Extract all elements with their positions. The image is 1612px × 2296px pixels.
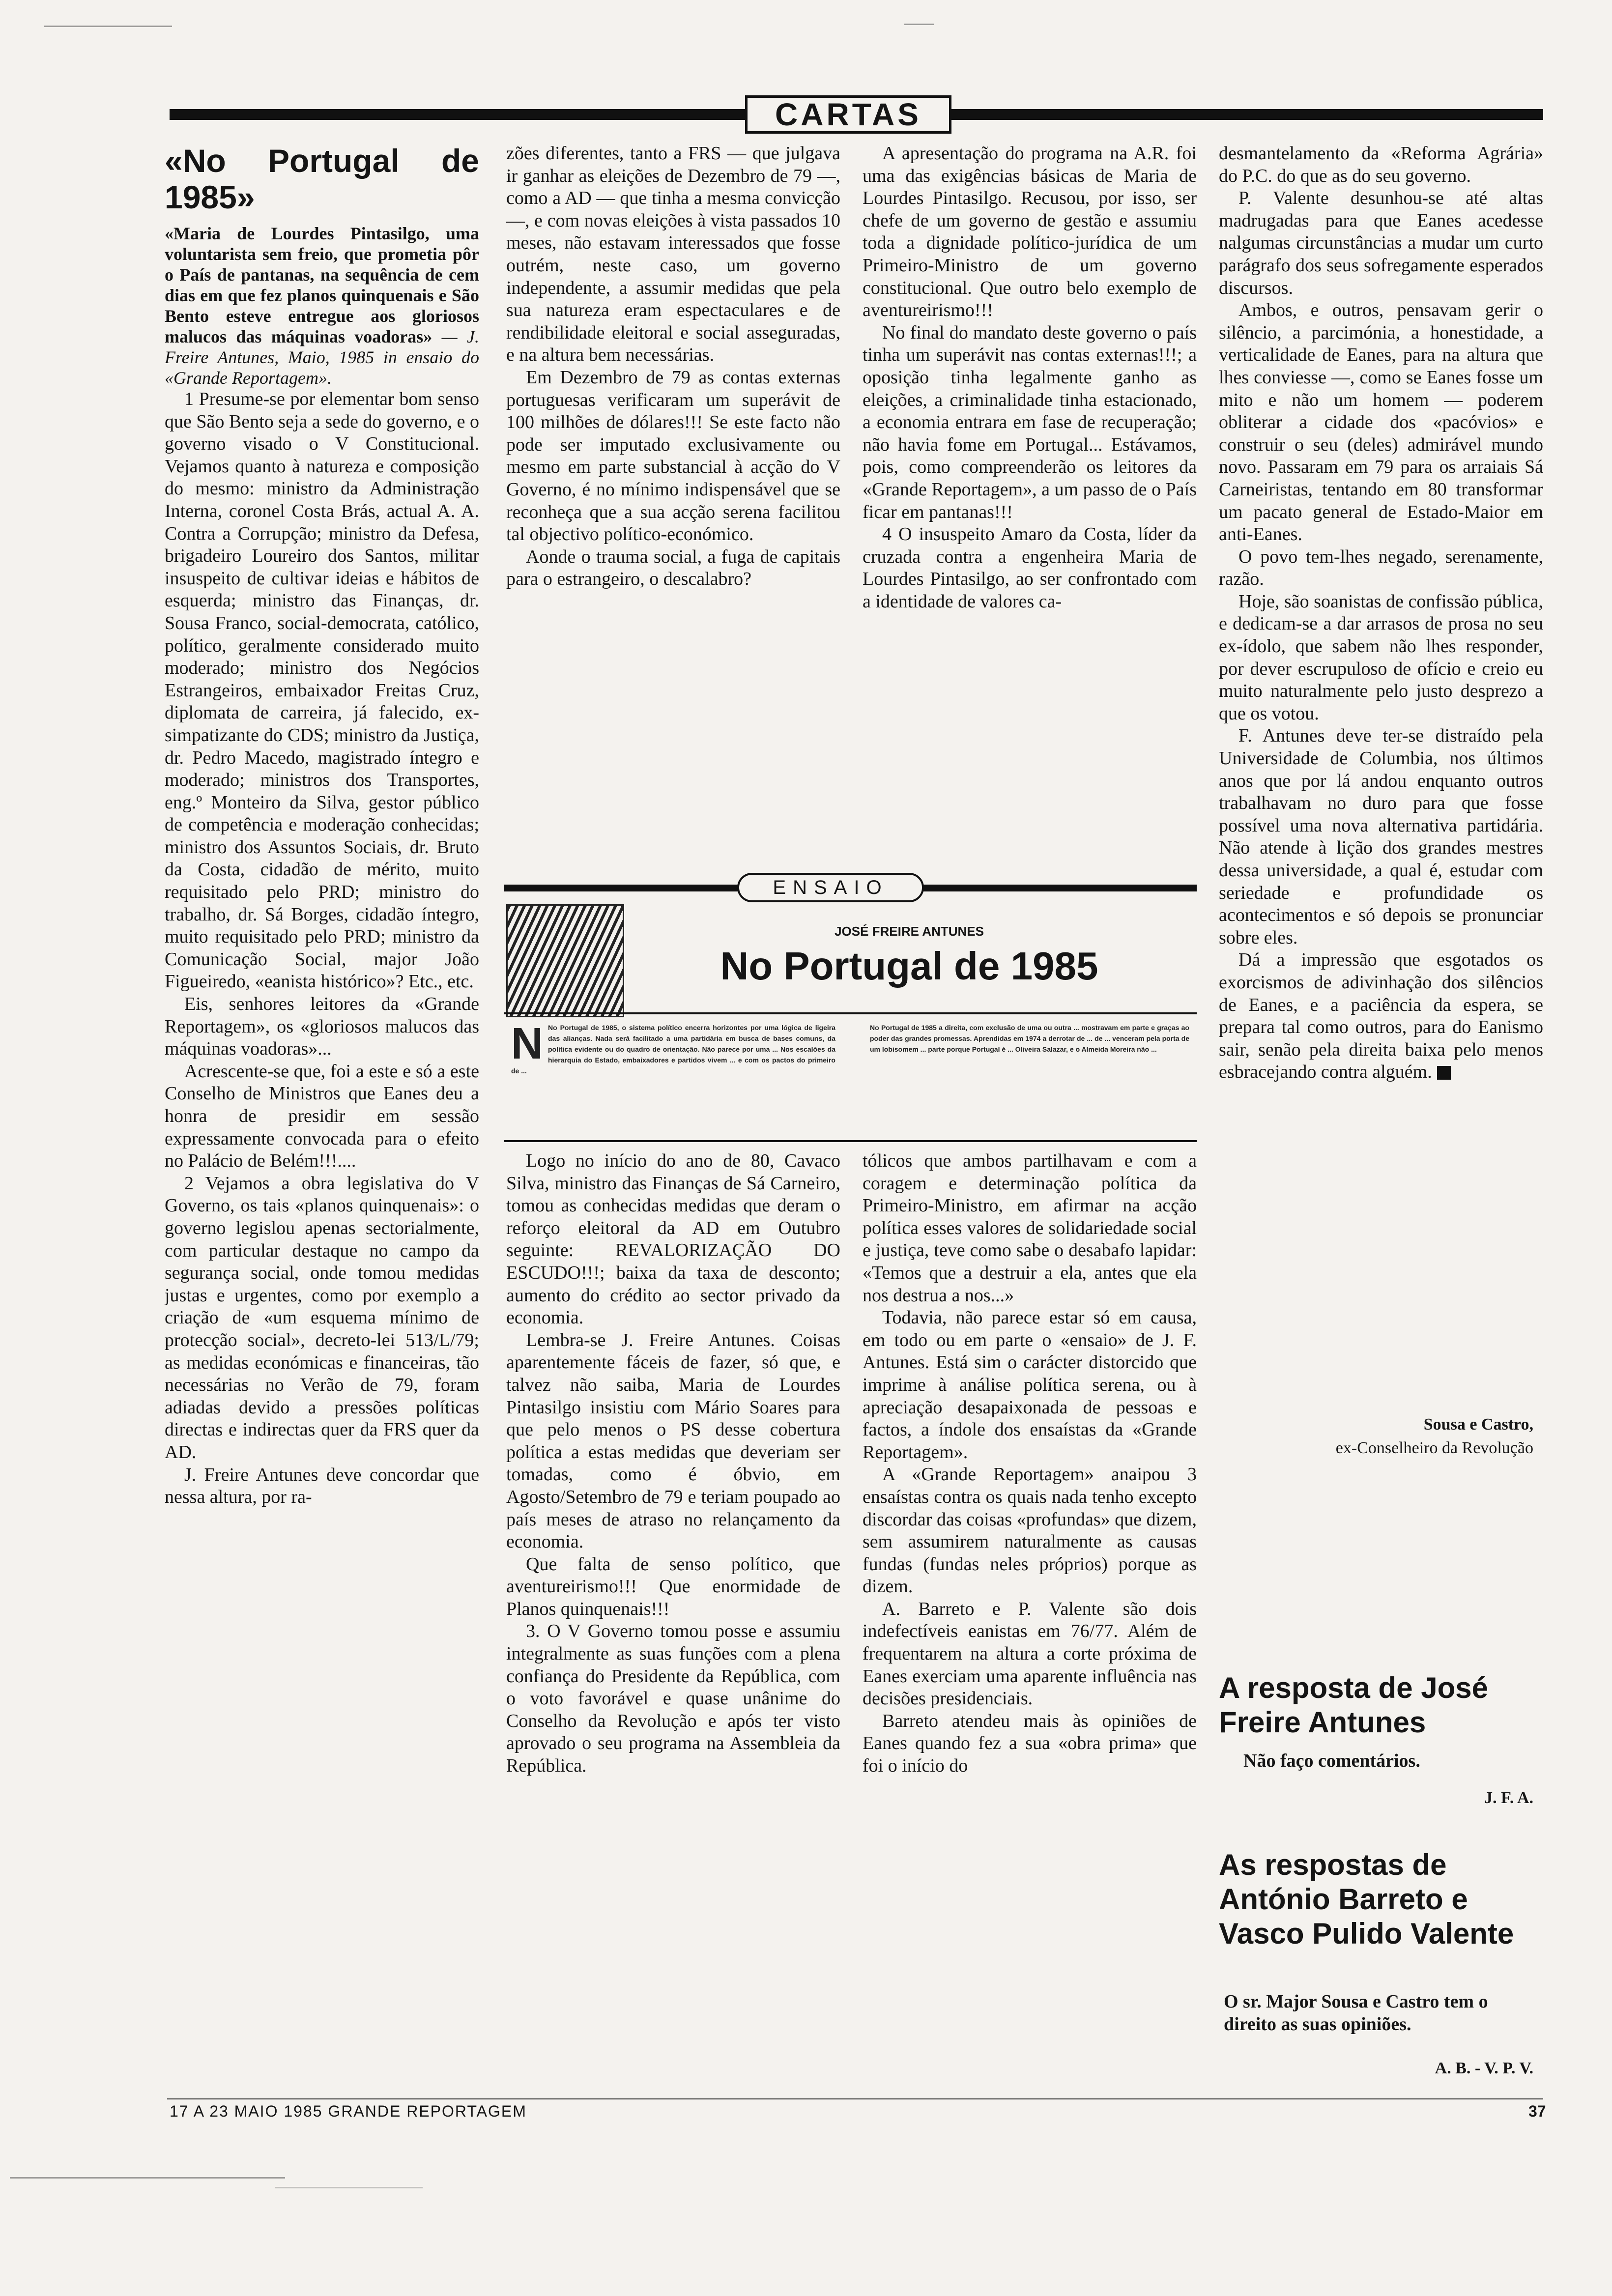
ensaio-excerpt-right	[870, 1022, 1189, 1135]
section-rule-right	[949, 109, 1543, 120]
reply1-signature: J. F. A.	[1484, 1789, 1533, 1807]
letter-column-2	[506, 143, 840, 870]
ensaio-author: JOSÉ FREIRE ANTUNES	[835, 924, 984, 939]
excerpt-text: No Portugal de 1985 a direita, com exclusão de uma ou outra ... mostravam em parte e graças ao poder das grandes promessas. Aprendidas em 1974 a derrotar de ... de ... venceram pela porta de um lobisomem ... parte porque Portugal é ... Oliveira Salazar, e o Almeida Moreira não ...	[870, 1024, 1189, 1053]
scan-noise	[10, 2177, 285, 2179]
letter-column-1	[165, 143, 479, 2089]
paragraph: 2 Vejamos a obra legislativa do V Governo, os tais «planos quinquenais»: o governo legislou apenas sectorialmente, com particular destaque no campo da segurança social, onde tomou medidas justas e urgentes, como por exemplo a criação de «um esquema mínimo de protecção social», decreto-lei 513/L/79; as medidas económicas e financeiras, tão necessárias no Verão de 79, foram adiadas devido a pressões políticas directas e indirectas quer da FRS quer da AD.	[165, 1173, 479, 1463]
paragraph: 1 Presume-se por elementar bom senso que São Bento seja a sede do governo, e o governo visado o V Constitucional. Vejamos quanto à natureza e composição do mesmo: ministro da Administração Interna, coronel Costa Brás, actual A. A. Contra a Corrupção; ministro da Defesa, brigadeiro Loureiro dos Santos, militar insuspeito de cultivar ideias e hábitos de esquerda; ministro das Finanças, dr. Sousa Franco, social-democrata, católico, político, geralmente considerado muito moderado; ministro dos Negócios Estrangeiros, embaixador Freitas Cruz, diplomata de carreira, já falecido, ex-simpatizante do CDS; ministro da Justiça, dr. Pedro Macedo, magistrado íntegro e moderado; ministros dos Transportes, eng.º Monteiro da Silva, gestor público de competência e moderação conhecidas; ministro dos Assuntos Sociais, dr. Bruto da Costa, cidadão de mérito, muito requisitado pelo PRD; ministro do trabalho, dr. Sá Borges, cidadão íntegro, muito requisitado pelo PRD; ministro da Comunicação Social, major João Figueiredo, «eanista histórico»? Etc., etc.	[165, 389, 479, 992]
letter-column-2-lower	[506, 1150, 840, 2089]
ensaio-label: ENSAIO	[737, 873, 924, 902]
section-rule-left	[170, 109, 749, 120]
letter-column-3	[863, 143, 1197, 870]
lead-quote: «Maria de Lourdes Pintasilgo, uma voluntarista sem freio, que prometia pôr o País de pantanas, na sequência de cem dias em que fez planos quinquenais e São Bento esteve entregue aos gloriosos malucos das máquinas voadoras»	[165, 224, 479, 346]
reply2-signature: A. B. - V. P. V.	[1435, 2059, 1533, 2077]
letter-lead	[165, 223, 479, 388]
paragraph: Eis, senhores leitores da «Grande Reportagem», os «gloriosos malucos das máquinas voadoras»...	[165, 994, 479, 1060]
excerpt-text: No Portugal de 1985, o sistema político encerra horizontes por uma lógica de ligeira das alianças. Nada será facilitado a uma partidária em busca de bases comuns, da política evidente ou do quadro de orientação. Não parece por uma ... Nos escalões da hierarquia do Estado, embaixadores e partidos vivem ... e com os pactos do primeiro de ...	[511, 1024, 835, 1075]
paragraph: A. Barreto e P. Valente são dois indefectíveis eanistas em 76/77. Além de frequentarem na altura a corte próxima de Eanes exerciam uma aparente influência nas decisões presidenciais.	[863, 1598, 1197, 1709]
scan-noise	[904, 24, 934, 25]
paragraph-text: Dá a impressão que esgotados os exorcismos de adivinhação dos silêncios de Eanes, e a paciência da espera, se prepara tal como outros, para do Eanismo sair, senão pela direita baixa pelo menos esbracejando contra alguém.	[1219, 949, 1543, 1083]
paragraph	[1219, 949, 1543, 1084]
reply2-title: As respostas de António Barreto e Vasco Pulido Valente	[1219, 1848, 1514, 1950]
paragraph: F. Antunes deve ter-se distraído pela Universidade de Columbia, nos últimos anos que por lá andou enquanto outros trabalhavam no duro para que fosse possível uma nova alternativa partidária. Não atende à lição dos grandes mestres dessa universidade, a qual é, estudar com seriedade e profundidade os acontecimentos e só depois se pronunciar sobre eles.	[1219, 725, 1543, 948]
section-title: CARTAS	[745, 95, 951, 134]
reply2-text: O sr. Major Sousa e Castro tem o direito as suas opiniões.	[1224, 1991, 1488, 2035]
ensaio-title: No Portugal de 1985	[720, 944, 1098, 988]
letter-signature-name: Sousa e Castro,	[1423, 1415, 1533, 1434]
paragraph: A apresentação do programa na A.R. foi uma das exigências básicas de Maria de Lourdes Pintasilgo. Recusou, por isso, ser chefe de um governo de gestão e assumiu toda a dignidade político-jurídica de um Primeiro-Ministro de um governo constitucional. Que outro belo exemplo de aventureirismo!!!	[863, 143, 1197, 321]
paragraph: Que falta de senso político, que aventureirismo!!! Que enormidade de Planos quinquenais!!!	[506, 1553, 840, 1619]
paragraph: desmantelamento da «Reforma Agrária» do P.C. do que as do seu governo.	[1219, 143, 1543, 186]
footer-issue: 17 A 23 MAIO 1985 GRANDE REPORTAGEM	[170, 2102, 527, 2120]
letter-column-4	[1219, 143, 1543, 1386]
drop-cap: N	[511, 1022, 543, 1068]
letter-signature-title: ex-Conselheiro da Revolução	[1335, 1439, 1533, 1457]
paragraph: tólicos que ambos partilhavam e com a coragem e determinação política da Primeiro-Ministro, em afirmar na acção política esses valores de solidariedade social e justiça, teve como sabe o desabafo lapidar: «Temos que a destruir a ela, antes que ela nos destrua a nos...»	[863, 1150, 1197, 1306]
paragraph: Lembra-se J. Freire Antunes. Coisas aparentemente fáceis de fazer, só que, e talvez não saiba, Maria de Lourdes Pintasilgo insistiu com Mário Soares para que pelo menos o PS desse cobertura política a estas medidas que deveriam ser tomadas, como é óbvio, em Agosto/Setembro de 79 e teriam poupado ao país meses de atraso no relançamento da economia.	[506, 1329, 840, 1552]
paragraph: Acrescente-se que, foi a este e só a este Conselho de Ministros que Eanes deu a honra de presidir em sessão expressamente convocada para o efeito no Palácio de Belém!!!....	[165, 1061, 479, 1172]
paragraph: No final do mandato deste governo o país tinha um superávit nas contas externas!!!; a oposição tinha legalmente ganho as eleições, a criminalidade tinha estacionado, a economia entrara em fase de recuperação; não havia fome em Portugal... Estávamos, pois, como compreenderão os leitores da «Grande Reportagem», a um passo de o País ficar em pantanas!!!	[863, 322, 1197, 522]
reply1-text: Não faço comentários.	[1243, 1751, 1420, 1771]
paragraph: A «Grande Reportagem» anaipou 3 ensaístas contra os quais nada tenho excepto discordar das coisas «profundas» que dizem, sem assumirem naturalmente as causas fundas (fundas neles próprios) porque as dizem.	[863, 1464, 1197, 1597]
page-number: 37	[1528, 2102, 1546, 2120]
scan-noise	[275, 2187, 423, 2188]
letter-headline: «No Portugal de 1985»	[165, 143, 479, 215]
paragraph: O povo tem-lhes negado, serenamente, razão.	[1219, 546, 1543, 590]
paragraph: Logo no início do ano de 80, Cavaco Silva, ministro das Finanças de Sá Carneiro, tomou as conhecidas medidas que deram o reforço eleitoral da AD em Outubro seguinte: REVALORIZAÇÃO DO ESCUDO!!!; baixa da taxa de desconto; aumento do crédito ao sector privado da economia.	[506, 1150, 840, 1328]
paragraph: Em Dezembro de 79 as contas externas portuguesas verificaram um superávit de 100 milhões de dólares!!! Se este facto não pode ser imputado exclusivamente ou mesmo em parte substancial à acção do V Governo, é no mínimo indispensável que se reconheça que a sua acção serena facilitou tal objectivo político-económico.	[506, 367, 840, 545]
scan-noise	[44, 26, 172, 27]
paragraph: 3. O V Governo tomou posse e assumiu integralmente as suas funções com a plena confiança do Presidente da República, com o voto favorável e quase unânime do Conselho da Revolução e após ter visto aprovado o seu programa na Assembleia da República.	[506, 1621, 840, 1777]
paragraph: Barreto atendeu mais às opiniões de Eanes quando fez a sua «obra prima» que foi o início do	[863, 1710, 1197, 1777]
letter-column-3-lower	[863, 1150, 1197, 2089]
author-portrait	[506, 904, 624, 1017]
ensaio-excerpt-left	[511, 1022, 835, 1135]
paragraph: Hoje, são soanistas de confissão pública, e dedicam-se a dar arrasos de prosa no seu ex-ídolo, que sabem não lhes responder, por dever escrupuloso de ofício e creio eu muito naturalmente pelo justo desprezo a que os votou.	[1219, 591, 1543, 724]
paragraph: Aonde o trauma social, a fuga de capitais para o estrangeiro, o descalabro?	[506, 546, 840, 590]
ensaio-rule-bottom	[504, 1012, 1197, 1014]
ensaio-rule-lower	[504, 1140, 1197, 1142]
paragraph: Ambos, e outros, pensavam gerir o silêncio, a parcimónia, a honestidade, a verticalidade de Eanes, para na altura que lhes conviesse —, como se Eanes fosse um mito e não um homem — poderem obliterar a cidade dos «pacóvios» e construir o seu (deles) admirável mundo novo. Passaram em 79 para os arraiais Sá Carneiristas, tentando em 80 transformar um pacato general de Estado-Maior em anti-Eanes.	[1219, 300, 1543, 545]
paragraph: zões diferentes, tanto a FRS — que julgava ir ganhar as eleições de Dezembro de 79 —, como a AD — que tinha a mesma convicção —, e com novas eleições à vista passados 10 meses, não estavam interessados que fosse outrém, neste caso, um governo independente, a assumir medidas que pela sua natureza eram espectaculares e de rendibilidade eleitoral e social asseguradas, e na altura bem necessárias.	[506, 143, 840, 366]
lead-source: — J. Freire Antunes, Maio, 1985 in ensaio do «Grande Reportagem».	[165, 327, 479, 388]
paragraph: P. Valente desunhou-se até altas madrugadas para que Eanes acedesse nalgumas circunstâncias a mudar um curto parágrafo dos seus sofregamente esperados discursos.	[1219, 188, 1543, 298]
paragraph: J. Freire Antunes deve concordar que nessa altura, por ra-	[165, 1464, 479, 1508]
paragraph: 4 O insuspeito Amaro da Costa, líder da cruzada contra a engenheira Maria de Lourdes Pintasilgo, ao ser confrontado com a identidade de valores ca-	[863, 524, 1197, 612]
footer-rule	[167, 2098, 1543, 2099]
end-mark-icon	[1437, 1066, 1451, 1080]
reply1-title: A resposta de José Freire Antunes	[1219, 1671, 1488, 1739]
paragraph: Todavia, não parece estar só em causa, em todo ou em parte o «ensaio» de J. F. Antunes. Está sim o carácter distorcido que imprime à análise política serena, ou à apreciação desapaixonada de pessoas e factos, a índole dos ensaístas da «Grande Reportagem».	[863, 1307, 1197, 1463]
